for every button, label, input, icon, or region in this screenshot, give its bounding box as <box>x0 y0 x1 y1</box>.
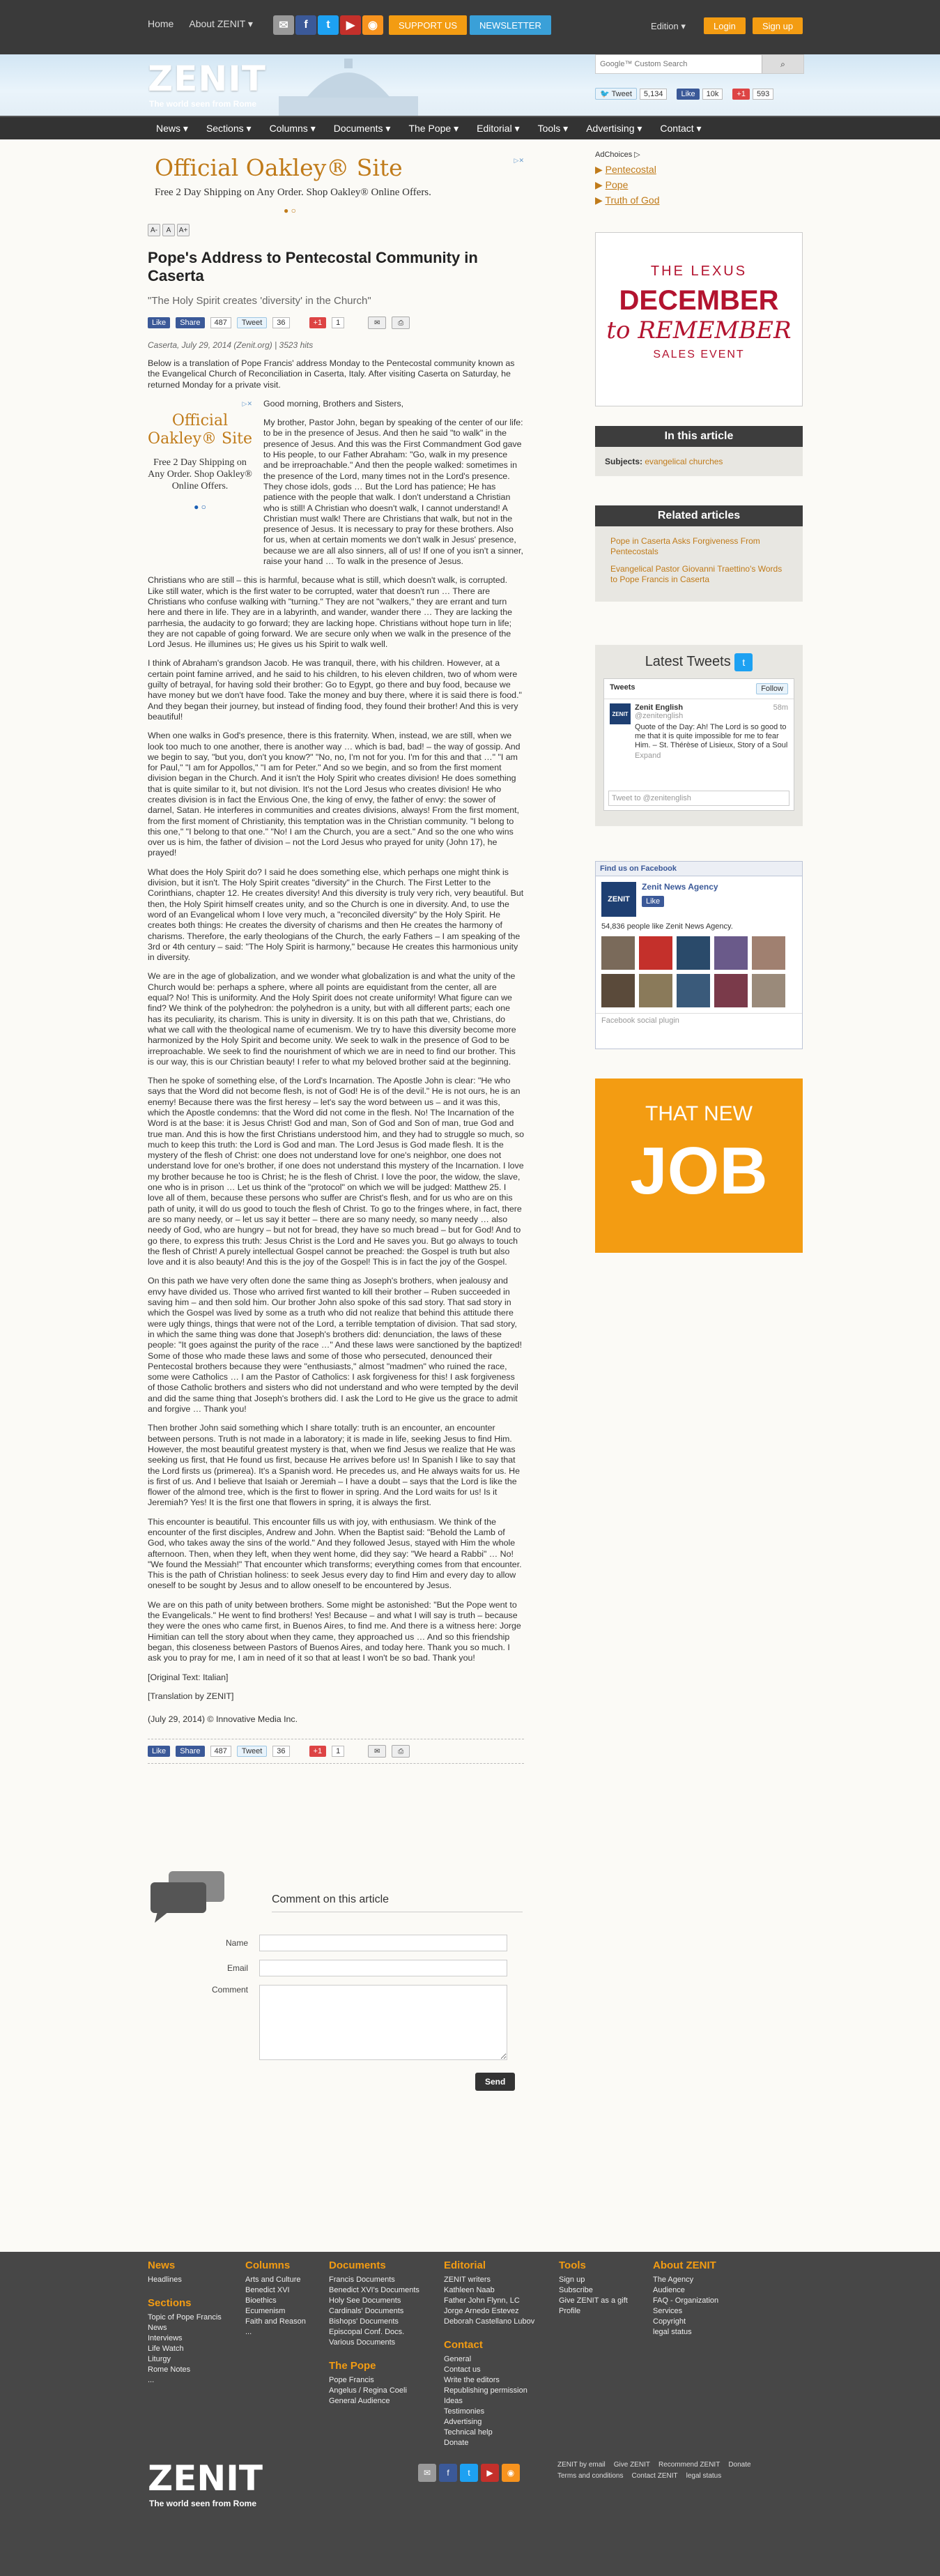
footer-link[interactable]: Audience <box>653 2286 685 2294</box>
menu-item[interactable]: Tools ▾ <box>537 123 569 134</box>
tweet-author[interactable]: Zenit English <box>635 703 684 712</box>
fan-avatar[interactable] <box>677 936 710 970</box>
fb-like-button[interactable]: Like <box>148 1746 170 1757</box>
menu-item[interactable]: Advertising ▾ <box>586 123 642 134</box>
fb-find-us: Find us on Facebook <box>596 862 802 876</box>
footer-link[interactable]: Faith and Reason <box>245 2317 306 2326</box>
facebook-icon[interactable]: f <box>295 15 316 35</box>
job-banner-ad[interactable] <box>595 1079 803 1253</box>
inline-ad-dots[interactable]: ● ○ <box>194 501 206 512</box>
article-share-bar <box>148 317 524 329</box>
fan-avatar[interactable] <box>752 936 785 970</box>
rss-icon[interactable]: ◉ <box>502 2464 520 2482</box>
fan-avatar[interactable] <box>639 974 672 1007</box>
footer-bottom-link[interactable]: Terms and conditions <box>557 2472 624 2480</box>
fb-like-button[interactable]: Like <box>148 317 170 328</box>
site-logo[interactable]: ZENIT <box>148 59 266 99</box>
zenit-avatar[interactable]: ZENIT <box>610 703 631 724</box>
footer-heading[interactable]: News <box>148 2259 176 2271</box>
inline-ad-choices-icon[interactable]: ▷✕ <box>242 399 252 407</box>
tweet-button[interactable]: Tweet <box>237 1746 267 1757</box>
paragraph: Good morning, Brothers and Sisters, <box>263 398 404 409</box>
footer-link[interactable]: Liturgy <box>148 2355 171 2363</box>
header-gplus-button[interactable]: +1 <box>732 89 750 100</box>
footer-column <box>559 2260 628 2317</box>
paragraph: What does the Holy Spirit do? I said he does something else, which perhaps one might think is division, but it isn't. The Holy Spirit creates "diversity" in the Church. The First Letter to the Corinthians, chapter 12. He creates diversity! And this diversity is truly very rich, very beautiful. But then, the Holy Spirit himself creates unity, and so the Church is one in diversity. And, to use the word of an Evangelical whom I love very much, a "reconciled diversity" by the Holy Spirit. He creates both things: He creates the diversity of charisms and then He creates the harmony of charisms. Therefore, the early theologians of the Church, the early Fathers – I am speaking of the 3rd or 4th century – said: "The Holy Spirit is harmony," because He creates this harmonious unity in diversity. <box>148 867 524 963</box>
fb-share-button[interactable]: Share <box>176 317 204 328</box>
ad-carousel-dots[interactable]: ● ○ <box>284 206 296 215</box>
related-article-link[interactable]: Pope in Caserta Asks Forgiveness From Pentecostals <box>610 536 760 556</box>
follow-button[interactable]: Follow <box>756 683 788 694</box>
menu-item[interactable]: The Pope ▾ <box>408 123 459 134</box>
footer-bottom-link[interactable]: Give ZENIT <box>613 2461 650 2469</box>
footer-link[interactable]: Headlines <box>148 2276 182 2284</box>
footer-link[interactable]: legal status <box>653 2328 692 2336</box>
tweet-time: 58m <box>773 703 788 712</box>
search-icon[interactable]: ⌕ <box>762 55 803 73</box>
footer-column <box>148 2260 222 2386</box>
header-tweet-count: 5,134 <box>640 89 668 100</box>
paragraph: We are on this path of unity between brothers. Some might be astonished: "But the Pope went to the Evangelicals." He went to find brothers! Yes! Because – and what I will say is truth – because they were the ones who came first, in Buenos Aires, to find me. And there is a witness here: Jorge Himitian can tell the story about when they came, they approached us … And so this friendship began, this closeness between Pastors of Buenos Aires, and today here. Thank you so much. I ask you to pray for me, I am in need of it so that at least I won't be so bad. Thank you! <box>148 1599 521 1663</box>
name-label: Name <box>225 1938 248 1948</box>
fb-share-button[interactable]: Share <box>176 1746 204 1757</box>
ad-link-text[interactable]: Pentecostal <box>605 164 656 175</box>
footer-link[interactable]: ... <box>148 2376 155 2384</box>
fb-count: 487 <box>210 1746 231 1757</box>
paragraph: Then brother John said something which I share totally: truth is an encounter, an encounter between persons. Truth is not made in a laboratory; it is made in life, seeking Jesus to find Him. However, the most beautiful greatest mystery is that, when we find Jesus we realize that He was seeking us first, that He found us first, because He arrives before us! In Spanish I like to say that the Lord firsts us (primerea). It's a Spanish word. He precedes us, and He always waits for us. He is first of us. And I believe that Isaiah or Jeremiah – I have a doubt – says that the Lord is like the flower of the almond tree, which is the first to flower in spring. And the Lord waits for us! Is it Jeremiah? Yes! It is the first one that flowers in spring, it is always the first. <box>148 1423 521 1508</box>
tweets-label: Tweets <box>610 683 635 692</box>
footer-heading[interactable]: Editorial <box>444 2259 486 2271</box>
tweet-text: Quote of the Day: Ah! The Lord is so good to me that it is quite impossible for me to fear Him. – St. Thérèse of Lisieux, Story of a Soul <box>635 723 788 749</box>
ad-choices-icon[interactable]: ▷✕ <box>514 157 524 164</box>
copyright: (July 29, 2014) © Innovative Media Inc. <box>148 1714 298 1725</box>
search-box <box>595 54 804 74</box>
inline-ad-title[interactable]: Official Oakley® Site <box>148 411 252 448</box>
footer-link[interactable]: Cardinals' Documents <box>329 2307 404 2315</box>
tweets-title: Latest Tweets <box>645 654 731 669</box>
email-input[interactable] <box>259 1960 507 1976</box>
paragraph: Christians who are still – this is harmful, because what is still, which doesn't walk, is corrupted. Like still water, which is the first water to be corrupted, water that doesn't run … There are Christians who confuse walking with "turning." They are not "walkers," they are errant and turn here and there in life. They are in a labyrinth, and wander, wander there … They are lacking the parrhesia, the audacity to go forward; they are lacking hope. Christians without hope turn in life; they are not capable of going forward. We are secure only when we walk in the presence of the Lord Jesus. He illumines us; He gives us his Spirit to walk well. <box>148 575 513 650</box>
gplus-count: 1 <box>332 1746 344 1757</box>
footer-link[interactable]: Bishops' Documents <box>329 2317 399 2326</box>
footer-link[interactable]: ZENIT writers <box>444 2276 491 2284</box>
footer-link[interactable]: Copyright <box>653 2317 686 2326</box>
email-article-icon[interactable]: ✉ <box>368 1745 386 1758</box>
fan-avatar[interactable] <box>677 974 710 1007</box>
site-header <box>0 54 940 116</box>
footer-heading[interactable]: Tools <box>559 2259 586 2271</box>
nav-home[interactable]: Home <box>148 18 174 29</box>
footer-link[interactable]: Episcopal Conf. Docs. <box>329 2328 405 2336</box>
footer-link[interactable]: Jorge Arnedo Estevez <box>444 2307 519 2315</box>
site-footer <box>0 2252 940 2576</box>
menu-item[interactable]: News ▾ <box>156 123 188 134</box>
article-meta: Caserta, July 29, 2014 (Zenit.org) | 3523 hits <box>148 340 314 350</box>
paragraph: We are in the age of globalization, and we wonder what globalization is and what the unity of the Church would be: perhaps a sphere, where all points are equidistant from the center, all are equal? No! This is uniformity. And the Holy Spirit does not create uniformity! What figure can we find? We think of the polyhedron: the polyhedron is a unity, but with all different parts; each one has its peculiarity, its charism. This is unity in diversity. It is on this path that we, Christians, do what we call with the theological name of ecumenism. We try to have this diversity become more harmonized by the Holy Spirit and become unity. We seek to walk in the presence of God to be irreproachable. We seek to find the nourishment of which we are in need to find our brother. This is our way, this is our Christian beauty! I refer to what my beloved brother said at the beginning. <box>148 971 516 1067</box>
paragraph: I think of Abraham's grandson Jacob. He was tranquil, there, with his children. However, at a certain point famine arrived, and he said to his children, to his eleven children, two of whom were guilty of betrayal, for having sold their brother: Go to Egypt, go there and buy food, because we have money but we don't have food. Take the money and buy there, where it is said there is food." And they began their journey, but instead of finding food, they found their brother! And this is very beautiful! <box>148 658 522 722</box>
font-normal-button[interactable]: A <box>162 224 175 236</box>
youtube-icon[interactable]: ▶ <box>340 15 361 35</box>
footer-heading[interactable]: Contact <box>444 2339 483 2351</box>
fb-like-count: 54,836 people like Zenit News Agency. <box>601 922 733 931</box>
in-article-heading: In this article <box>595 426 803 447</box>
fb-social-plugin: Facebook social plugin <box>596 1013 802 1028</box>
fb-fan-grid <box>596 931 802 1013</box>
basilica-dome-image <box>279 54 418 116</box>
footer-link[interactable]: Republishing permission <box>444 2386 527 2395</box>
comment-form <box>148 1868 524 2091</box>
twitter-icon[interactable]: t <box>318 15 339 35</box>
ad-link[interactable]: ▶ Pentecostal <box>595 164 656 175</box>
article-share-bar-bottom <box>148 1739 524 1764</box>
header-like-count: 10k <box>702 89 723 100</box>
footer-link[interactable]: Holy See Documents <box>329 2296 401 2305</box>
footer-link[interactable]: Donate <box>444 2439 469 2447</box>
footer-link[interactable]: Technical help <box>444 2428 493 2437</box>
footer-link[interactable]: Ideas <box>444 2397 463 2405</box>
header-share-bar <box>595 88 773 100</box>
footer-logo[interactable]: ZENIT <box>148 2458 263 2499</box>
footer-link[interactable]: Father John Flynn, LC <box>444 2296 520 2305</box>
article-intro: Below is a translation of Pope Francis' address Monday to the Pentecostal community known as the Evangelical Church of Reconciliation in Caserta, Italy. After visiting Caserta on Saturday, he returned Monday for a private visit. <box>148 358 515 390</box>
fb-count: 487 <box>210 317 231 328</box>
footer-link[interactable]: Write the editors <box>444 2376 500 2384</box>
paragraph: This encounter is beautiful. This encounter fills us with joy, with enthusiasm. We think of the encounter of the first disciples, Andrew and John. When the Baptist said: "Behold the Lamb of God, who takes away the sins of the world." And they followed Jesus, stayed with Him the whole afternoon. Then, when they left, when they went home, did they say: "We heard a Rabbi" … No! "We found the Messiah!" That encounter which transforms; everything comes from that encounter. This is the path of Christian holiness: to seek Jesus every day to find Him and every day to allow oneself to be sought by Jesus and to allow oneself to be encountered by Jesus. <box>148 1516 522 1591</box>
fan-avatar[interactable] <box>639 936 672 970</box>
footer-link[interactable]: FAQ - Organization <box>653 2296 719 2305</box>
gplus-count: 1 <box>332 317 344 328</box>
tweet-handle[interactable]: @zenitenglish <box>635 712 684 720</box>
footer-link[interactable]: Benedict XVI <box>245 2286 290 2294</box>
tweet-button[interactable]: Tweet <box>237 317 267 328</box>
footer-social-icons <box>418 2464 520 2482</box>
header-gplus-count: 593 <box>753 89 773 100</box>
related-article-link[interactable]: Evangelical Pastor Giovanni Traettino's Words to Pope Francis in Caserta <box>610 564 783 584</box>
footer-link[interactable]: Topic of Pope Francis <box>148 2313 222 2322</box>
footer-link[interactable]: Sign up <box>559 2276 585 2284</box>
job-text-1: THAT NEW <box>645 1102 753 1125</box>
inline-ad[interactable] <box>148 400 252 567</box>
menu-item[interactable]: Documents ▾ <box>333 123 391 134</box>
adchoices-label[interactable]: AdChoices ▷ <box>595 151 640 159</box>
print-icon[interactable]: ⎙ <box>392 317 410 329</box>
banner-big-text-2: to REMEMBER <box>606 317 792 344</box>
footer-tagline: The world seen from Rome <box>149 2499 257 2508</box>
newsletter-button[interactable]: NEWSLETTER <box>470 15 551 35</box>
footer-heading[interactable]: Sections <box>148 2297 192 2309</box>
footer-link[interactable]: Profile <box>559 2307 581 2315</box>
footer-link[interactable]: General Audience <box>329 2397 390 2405</box>
article-subtitle: "The Holy Spirit creates 'diversity' in the Church" <box>148 295 371 307</box>
adchoices-box <box>595 150 803 208</box>
menu-item[interactable]: Editorial ▾ <box>477 123 520 134</box>
email-icon[interactable]: ✉ <box>273 15 294 35</box>
tweet-compose-input[interactable]: Tweet to @zenitenglish <box>608 791 789 806</box>
footer-link[interactable]: Various Documents <box>329 2338 396 2347</box>
tweet-count: 36 <box>272 317 289 328</box>
footer-bottom-link[interactable]: ZENIT by email <box>557 2461 606 2469</box>
fb-page-name[interactable]: Zenit News Agency <box>642 882 718 892</box>
support-us-button[interactable]: SUPPORT US <box>389 15 467 35</box>
related-heading: Related articles <box>595 505 803 526</box>
footer-link[interactable]: Bioethics <box>245 2296 277 2305</box>
article-body <box>148 358 524 1725</box>
footer-bottom-link[interactable]: legal status <box>686 2472 722 2480</box>
fan-avatar[interactable] <box>601 974 635 1007</box>
twitter-icon[interactable]: t <box>460 2464 478 2482</box>
fan-avatar[interactable] <box>714 974 748 1007</box>
paragraph: Then he spoke of something else, of the Lord's Incarnation. The Apostle John is clear: "He who says that the Word did not become flesh, is not of God! He is of the devil." He is not ours, he is an enemy! Because there was the first heresy – let's say the word between us – and it was this, which the Apostle condemns: that the Word did not come in the flesh. No! The Incarnation of the Word is at the base: it is Jesus Christ! God and man, Son of God and Son of man, true God and true man. And this is how the first Christians understood him, and they had to struggle so much, so much to keep this truth: the Lord is God and man. The Lord Jesus is God made flesh. It is the mystery of the flesh of Christ: one does not understand love for one's neighbor, one does not understand love for one's brother, if one does not understand this mystery of the Incarnation. I love my brother because he too is Christ; he is the flesh of Christ. I love the poor, the widow, the slave, one who is in prison … Let us think of the "protocol" on which we will be judged: Matthew 25. I love all of them, because these persons who suffer are Christ's flesh, and for us who are on this path of unity, it will do us good to touch the flesh of Christ. To go to the fringes where, in fact, there are so many needy, or – let us say it better – there are so many needy, so many needy … also needy of God, who are hungry – but not for bread, they have so much bread – but for God! And to go there, to express this truth: Jesus Christ is the Lord and He saves you. But go always to touch the flesh of Christ! A purely intellectual Gospel cannot be preached: the Gospel is truth but also love and it is also beauty! And this is the joy of the Gospel! This is in fact the joy of the Gospel. <box>148 1076 524 1267</box>
tweet-expand-link[interactable]: Expand <box>635 752 661 760</box>
related-articles-panel <box>595 505 803 602</box>
article-column <box>148 150 524 1764</box>
banner-small-text: SALES EVENT <box>653 349 745 360</box>
banner-top-text: THE LEXUS <box>650 264 748 279</box>
original-text-note: [Original Text: Italian] <box>148 1672 229 1682</box>
print-icon[interactable]: ⎙ <box>392 1745 410 1758</box>
job-text-2: JOB <box>630 1134 768 1208</box>
fan-avatar[interactable] <box>714 936 748 970</box>
email-article-icon[interactable]: ✉ <box>368 317 386 329</box>
footer-link[interactable]: Advertising <box>444 2418 482 2426</box>
tweets-heading <box>595 653 803 671</box>
footer-link[interactable]: Services <box>653 2307 683 2315</box>
footer-link[interactable]: Ecumenism <box>245 2307 286 2315</box>
footer-link[interactable]: Rome Notes <box>148 2365 191 2374</box>
email-icon[interactable]: ✉ <box>418 2464 436 2482</box>
ad-link[interactable]: ▶ Truth of God <box>595 195 660 206</box>
footer-link[interactable]: Angelus / Regina Coeli <box>329 2386 407 2395</box>
youtube-icon[interactable]: ▶ <box>481 2464 499 2482</box>
tweets-panel <box>595 645 803 826</box>
gplus-button[interactable]: +1 <box>309 317 327 328</box>
footer-link[interactable]: Life Watch <box>148 2345 184 2353</box>
footer-heading[interactable]: Columns <box>245 2259 291 2271</box>
ad-link-text[interactable]: Pope <box>605 179 629 190</box>
font-decrease-button[interactable]: A- <box>148 224 160 236</box>
paragraph: My brother, Pastor John, began by speaking of the center of our life: to be in the presence of Jesus. And then he said "to walk" in the presence of Jesus. And this was the First Commandment God gave to His people, to our Father Abraham: "Go, walk in my presence and be irreproachable." And then the people walked: sometimes in the presence of the Lord, many times not in the Lord's presence. They chose idols, gods … But the Lord has patience; He has patience with the people that walk. I don't understand a Christian who is still! A Christian who doesn't walk, I cannot understand! A Christian must walk! There are Christians that walk, but not in the presence of Jesus. It is necessary to pray for these brothers. Also for us, when at certain moments we don't walk in Jesus' presence, because we are all also sinners, all of us! If one of you isn't a sinner, raise your hand … To walk in the presence of Jesus. <box>263 418 523 567</box>
fb-page-like-button[interactable]: Like <box>642 896 664 907</box>
site-tagline: The world seen from Rome <box>149 99 257 109</box>
paragraph: On this path we have very often done the same thing as Joseph's brothers, when jealousy and envy have divided us. Those who arrived first wanted to kill their brother – Ruben succeeded in saving him – and then sold him. Our brother John also spoke of this sad story. That sad story in which the Gospel was lived by some as a truth who did not realize that behind this attitude there were ugly things, things that were not of the Lord, a terrible temptation of division. That sad story, in which the same thing was done that Joseph's brothers did: denunciation, the laws of these people: "It goes against the purity of the race …" And these laws were sanctioned by the baptized! Some of those who made these laws and some of those who persecuted, denounced their Pentecostal brothers because they were "enthusiasts," almost "madmen" who ruined the race, some were Catholics … I am the Pastor of Catholics: I ask forgiveness for this! I ask forgiveness of those Catholic brothers and sisters who did not understand and who were tempted by the devil and did the same thing that Joseph's brothers did. I ask the Lord to He give us the grace to admit and forgive … Thank you! <box>148 1276 523 1415</box>
send-button[interactable]: Send <box>475 2073 515 2091</box>
comment-title: Comment on this article <box>272 1868 523 1912</box>
gplus-button[interactable]: +1 <box>309 1746 327 1757</box>
footer-link[interactable]: Benedict XVI's Documents <box>329 2286 419 2294</box>
footer-bottom-link[interactable]: Recommend ZENIT <box>658 2461 721 2469</box>
footer-link[interactable]: ... <box>245 2328 252 2336</box>
top-ad[interactable] <box>148 154 524 224</box>
twitter-icon: t <box>734 653 753 671</box>
nav-about[interactable]: About ZENIT ▾ <box>189 18 253 29</box>
footer-column <box>329 2260 419 2407</box>
comment-textarea[interactable] <box>259 1985 507 2060</box>
footer-link[interactable]: Pope Francis <box>329 2376 374 2384</box>
menu-item[interactable]: Columns ▾ <box>269 123 316 134</box>
header-tweet-label: Tweet <box>611 90 632 98</box>
top-nav <box>148 18 253 30</box>
footer-link[interactable]: News <box>148 2324 167 2332</box>
header-tweet-button[interactable]: 🐦 Tweet <box>595 88 637 100</box>
footer-link[interactable]: General <box>444 2355 472 2363</box>
search-input[interactable] <box>596 55 762 73</box>
main-menu <box>0 116 940 139</box>
font-increase-button[interactable]: A+ <box>177 224 190 236</box>
subject-link[interactable]: evangelical churches <box>645 457 723 466</box>
footer-link[interactable]: The Agency <box>653 2276 694 2284</box>
footer-bottom-link[interactable]: Donate <box>728 2461 751 2469</box>
ad-link-text[interactable]: Truth of God <box>605 195 660 206</box>
twitter-widget <box>603 678 794 811</box>
footer-link[interactable]: Interviews <box>148 2334 183 2342</box>
footer-heading[interactable]: Documents <box>329 2259 386 2271</box>
inline-ad-subtitle: Free 2 Day Shipping on Any Order. Shop Oakley® Online Offers. <box>148 457 252 491</box>
top-bar <box>0 0 940 54</box>
name-input[interactable] <box>259 1935 507 1951</box>
ad-link[interactable]: ▶ Pope <box>595 179 629 190</box>
signup-button[interactable]: Sign up <box>753 17 803 34</box>
footer-column <box>444 2260 534 2448</box>
email-label: Email <box>226 1963 248 1973</box>
rss-icon[interactable]: ◉ <box>362 15 383 35</box>
translation-note: [Translation by ZENIT] <box>148 1691 234 1701</box>
menu-item[interactable]: Sections ▾ <box>206 123 252 134</box>
font-size-controls <box>148 224 524 236</box>
comment-bubbles-icon <box>148 1868 231 1924</box>
footer-link[interactable]: Arts and Culture <box>245 2276 301 2284</box>
banner-big-text-1: DECEMBER <box>619 285 779 316</box>
fb-page-avatar[interactable]: ZENIT <box>601 882 636 917</box>
footer-bottom-link[interactable]: Contact ZENIT <box>631 2472 678 2480</box>
fan-avatar[interactable] <box>601 936 635 970</box>
footer-column <box>245 2260 306 2338</box>
menu-item[interactable]: Contact ▾ <box>660 123 702 134</box>
footer-link[interactable]: Kathleen Naab <box>444 2286 495 2294</box>
login-button[interactable]: Login <box>704 17 746 34</box>
footer-link[interactable]: Francis Documents <box>329 2276 395 2284</box>
in-article-panel <box>595 426 803 476</box>
facebook-widget <box>595 861 803 1049</box>
comment-label: Comment <box>211 1985 248 1995</box>
footer-heading[interactable]: The Pope <box>329 2360 376 2372</box>
edition-select[interactable]: Edition ▾ <box>651 21 686 31</box>
tweet-count: 36 <box>272 1746 289 1757</box>
header-like-button[interactable]: Like <box>677 89 699 100</box>
top-ad-subtitle: Free 2 Day Shipping on Any Order. Shop Oakley® Online Offers. <box>155 187 431 198</box>
lexus-banner-ad[interactable] <box>595 232 803 406</box>
fan-avatar[interactable] <box>752 974 785 1007</box>
subjects-label: Subjects: <box>605 457 643 466</box>
footer-link[interactable]: Subscribe <box>559 2286 593 2294</box>
article-title: Pope's Address to Pentecostal Community in Caserta <box>148 249 478 284</box>
paragraph: When one walks in God's presence, there is this fraternity. When, instead, we are still, when we look too much to one another, there is another way … which is bad, bad! – the way of gossip. And we begin to say, "but you, don't you know?" "No, no, I'm not for you. I'm for this and that …" "I am for Paul," "I am for Appollos," "I am for Peter." And so we begin, and so from the first moment division began in the Church. And it isn't the Holy Spirit who creates division! He does something that is quite similar to it, but not division. It's not the Lord Jesus who creates division! He who creates division is in fact the Envious One, the king of envy, the father of envy: the sower of darnel, Satan. He interferes in communities and creates divisions, always! From the first moment, from the first moment of Christianity, this temptation was in the Christian community. "I belong to this one," "I belong to that one." "No! I am the Church, you are a sect." And so the one who wins over us is him, the father of division – not the Lord Jesus who prayed for unity (John 17), he prayed! <box>148 731 521 858</box>
footer-link[interactable]: Contact us <box>444 2365 481 2374</box>
footer-link[interactable]: Testimonies <box>444 2407 485 2416</box>
footer-heading[interactable]: About ZENIT <box>653 2259 716 2271</box>
facebook-icon[interactable]: f <box>439 2464 457 2482</box>
footer-link[interactable]: Give ZENIT as a gift <box>559 2296 628 2305</box>
footer-link[interactable]: Deborah Castellano Lubov <box>444 2317 535 2326</box>
top-ad-title[interactable]: Official Oakley® Site <box>155 154 403 181</box>
footer-column <box>653 2260 718 2338</box>
